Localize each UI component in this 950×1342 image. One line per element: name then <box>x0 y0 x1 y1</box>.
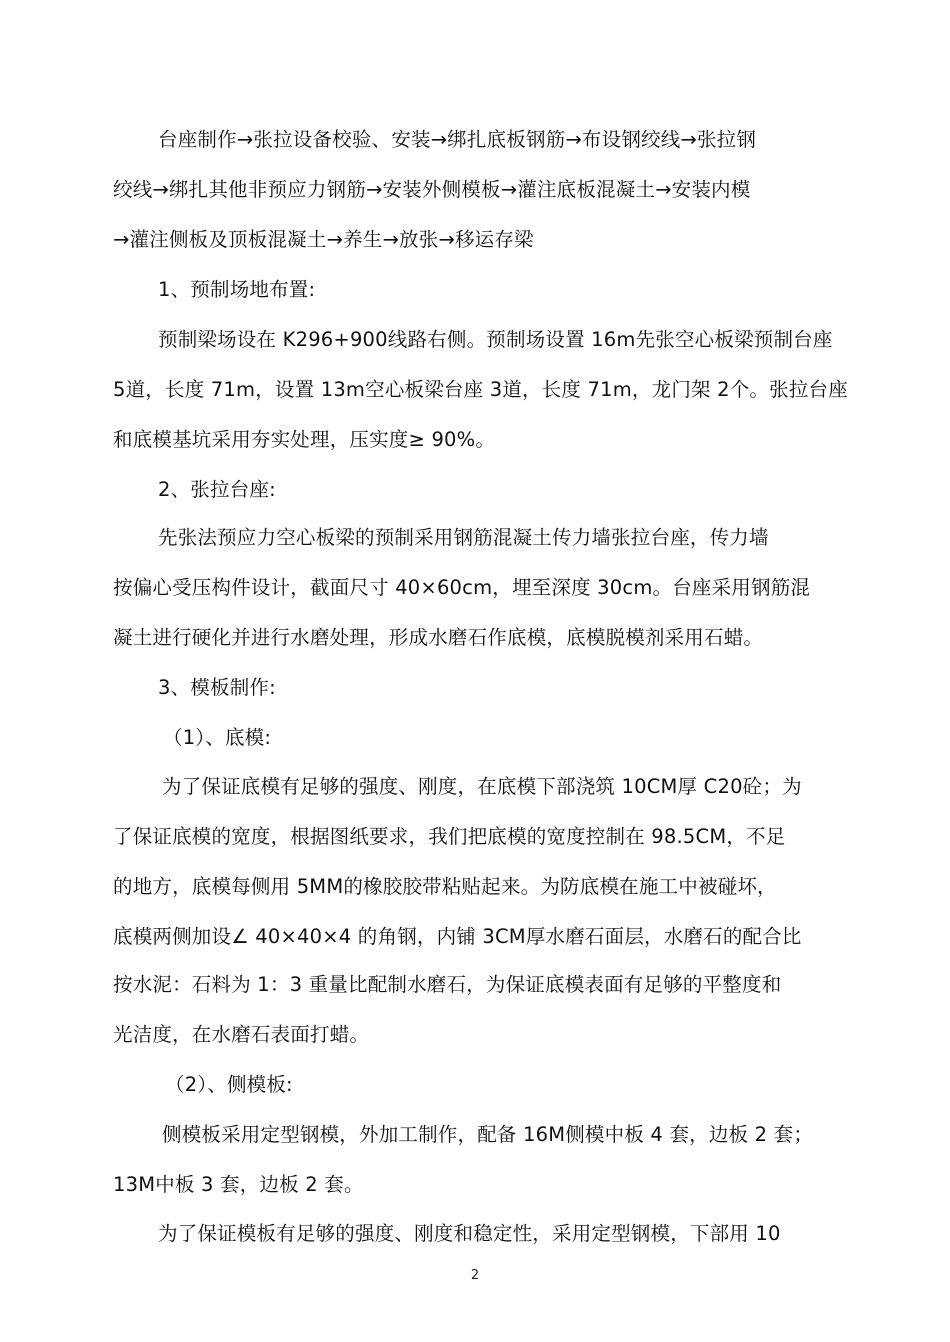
text-line: 凝土进行硬化并进行水磨处理，形成水磨石作底模，底模脱模剂采用石蜡。 <box>113 626 764 649</box>
text-line: 台座制作→张拉设备校验、安装→绑扎底板钢筋→布设钢绞线→张拉钢 <box>158 128 757 151</box>
text-line: 为了保证底模有足够的强度、刚度，在底模下部浇筑 10CM厚 C20砼；为 <box>162 775 802 798</box>
text-line: 13M中板 3 套，边板 2 套。 <box>113 1173 364 1196</box>
text-line: 按偏心受压构件设计，截面尺寸 40×60cm，埋至深度 30cm。台座采用钢筋混 <box>113 576 811 599</box>
section-heading: 3、模板制作: <box>158 676 276 699</box>
text-line: 的地方，底模每侧用 5MM的橡胶胶带粘贴起来。为防底模在施工中被碰坏， <box>113 875 777 898</box>
text-line: 预制梁场设在 K296+900线路右侧。预制场设置 16m先张空心板梁预制台座 <box>158 328 833 351</box>
text-line: 光洁度，在水磨石表面打蜡。 <box>113 1023 370 1046</box>
text-line: 先张法预应力空心板梁的预制采用钢筋混凝土传力墙张拉台座，传力墙 <box>158 526 769 549</box>
text-line: →灌注侧板及顶板混凝土→养生→放张→移运存梁 <box>113 228 534 251</box>
text-line: 5道，长度 71m，设置 13m空心板梁台座 3道，长度 71m，龙门架 2个。张拉台座 <box>113 378 848 401</box>
text-line: 按水泥：石料为 1：3 重量比配制水磨石，为保证底模表面有足够的平整度和 <box>113 973 782 996</box>
text-line: 绞线→绑扎其他非预应力钢筋→安装外侧模板→灌注底板混凝土→安装内模 <box>113 178 751 201</box>
subsection-heading: （2）、侧模板: <box>165 1073 293 1096</box>
text-line: 了保证底模的宽度，根据图纸要求，我们把底模的宽度控制在 98.5CM，不足 <box>113 825 786 848</box>
text-line: 和底模基坑采用夯实处理，压实度≥ 90%。 <box>113 428 496 451</box>
section-heading: 1、预制场地布置: <box>158 278 316 301</box>
text-line: 侧模板采用定型钢模，外加工制作，配备 16M侧模中板 4 套，边板 2 套； <box>162 1123 814 1146</box>
subsection-heading: （1）、底模: <box>163 726 272 749</box>
section-heading: 2、张拉台座: <box>158 478 276 501</box>
page-number: 2 <box>470 1268 480 1283</box>
text-line: 底模两侧加设∠ 40×40×4 的角钢，内铺 3CM厚水磨石面层，水磨石的配合比 <box>113 925 802 948</box>
text-line: 为了保证模板有足够的强度、刚度和稳定性，采用定型钢模，下部用 10 <box>158 1222 781 1245</box>
